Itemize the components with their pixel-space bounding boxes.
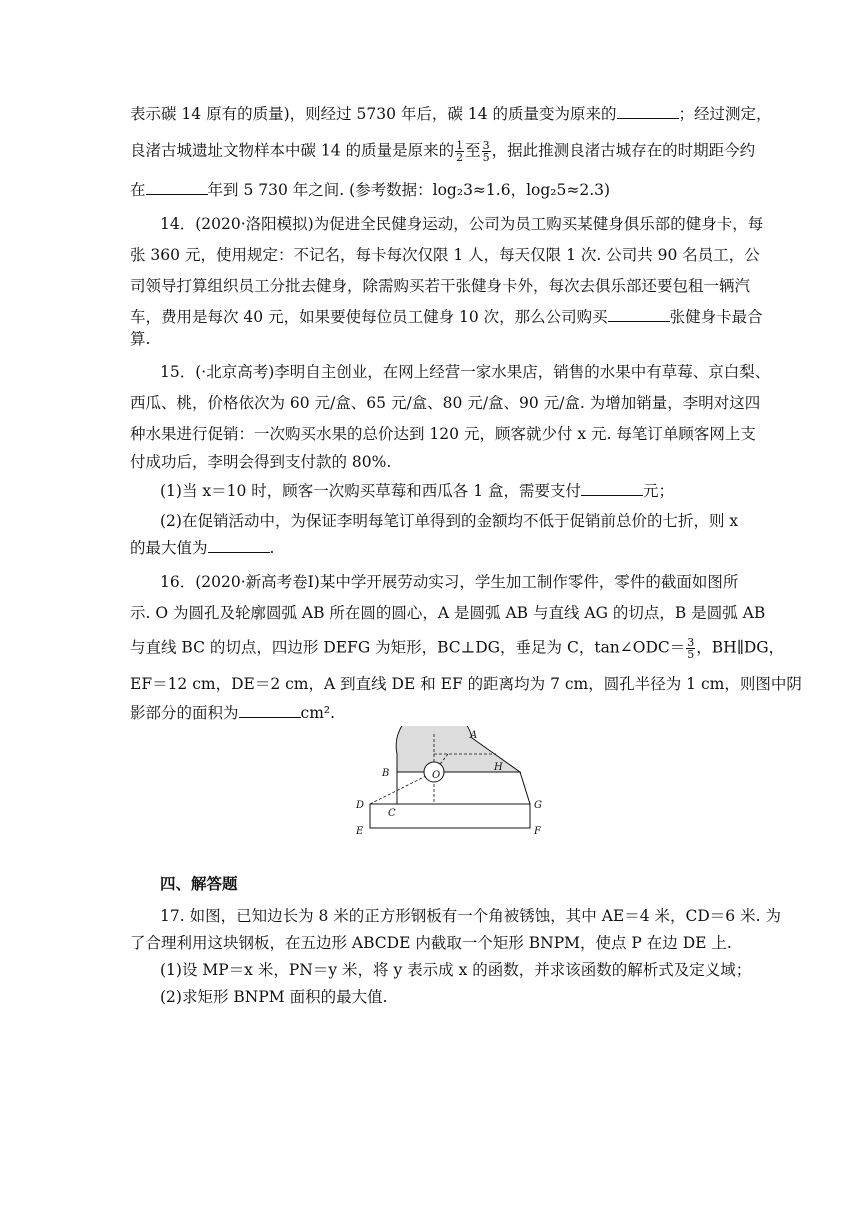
text: 四、解答题	[160, 874, 238, 893]
text: ，据此推测良渚古城存在的时期距今约	[491, 141, 756, 160]
text-line	[130, 245, 760, 265]
answer-blank	[146, 180, 208, 195]
text: 西瓜、桃，价格依次为 60 元/盒、65 元/盒、80 元/盒、90 元/盒. 为增加销量，李明对这四	[130, 394, 761, 412]
text: .	[269, 539, 275, 557]
text-line	[130, 393, 761, 413]
text: 至	[465, 141, 481, 160]
line-hg	[520, 772, 530, 804]
geometry-figure	[352, 726, 552, 846]
text: 了合理利用这块钢板，在五边形 ABCDE 内截取一个矩形 BNPM，使点 P 在边 DE 上.	[130, 934, 732, 952]
answer-blank	[608, 307, 670, 322]
text: 司领导打算组织员工分批去健身，除需购买若干张健身卡外，每次去俱乐部还要包租一辆汽	[130, 277, 751, 295]
text-line	[130, 452, 730, 472]
text: 16．(2020·新高考卷Ⅰ)某中学开展劳动实习，学生加工制作零件，零件的截面如图所	[160, 573, 739, 591]
text-line	[130, 933, 730, 953]
answer-blank	[581, 481, 643, 496]
text-line	[130, 424, 756, 444]
text-line	[130, 603, 766, 623]
text-line	[130, 276, 751, 296]
text: 示. O 为圆孔及轮廓圆弧 AB 所在圆的圆心，A 是圆弧 AB 与直线 AG 的切点，B 是圆弧 AB	[130, 604, 766, 622]
text: 张健身卡最合	[669, 308, 763, 326]
question-15	[160, 362, 771, 382]
text: cm².	[300, 704, 336, 722]
label-g: G	[534, 800, 542, 811]
text: ，BH∥DG，	[696, 638, 785, 657]
label-f: F	[534, 826, 541, 837]
answer-blank	[239, 703, 301, 718]
section-heading	[160, 874, 760, 894]
text-line	[130, 674, 802, 694]
text: 与直线 BC 的切点，四边形 DEFG 为矩形，BC⊥DG，垂足为 C，tan∠ODC＝	[130, 638, 686, 657]
question-14	[160, 214, 764, 234]
text: 17. 如图，已知边长为 8 米的正方形钢板有一个角被锈蚀，其中 AE＝4 米，CD＝6 米. 为	[160, 907, 781, 925]
label-a: A	[470, 730, 478, 741]
label-h: H	[494, 762, 503, 773]
fraction: $\frac{3}{5}$	[687, 636, 695, 661]
text: 在	[130, 181, 146, 199]
label-b: B	[382, 768, 390, 779]
label-o: O	[432, 770, 441, 781]
text: (2)在促销活动中，为保证李明每笔订单得到的金额均不低于促销前总价的七折，则 x	[160, 512, 739, 530]
text: (1)当 x＝10 时，顾客一次购买草莓和西瓜各 1 盒，需要支付	[160, 482, 581, 500]
question-15-part-1	[160, 481, 760, 501]
label-c: C	[388, 808, 396, 819]
answer-blank	[617, 104, 679, 119]
text: 元；	[643, 482, 675, 500]
text-line	[130, 104, 772, 124]
label-e: E	[356, 826, 364, 837]
question-17	[160, 906, 781, 926]
label-d: D	[356, 800, 365, 811]
dashed-do	[370, 772, 434, 804]
text-line	[130, 139, 756, 164]
text: 良渚古城遗址文物样本中碳 14 的质量是原来的	[130, 141, 455, 160]
text-line	[130, 180, 730, 200]
text: 种水果进行促销：一次购买水果的总价达到 120 元，顾客就少付 x 元. 每笔订单顾客网上支	[130, 425, 756, 443]
text: 表示碳 14 原有的质量)，则经过 5730 年后，碳 14 的质量变为原来的	[130, 105, 617, 123]
answer-blank	[208, 538, 270, 553]
question-17-part-1	[160, 960, 760, 980]
text: 影部分的面积为	[130, 704, 239, 722]
text-line	[130, 329, 730, 349]
fraction: $\frac{1}{2}$	[456, 139, 464, 164]
text-line	[130, 307, 763, 327]
text: 付成功后，李明会得到支付款的 80%.	[130, 453, 392, 471]
text: EF＝12 cm，DE＝2 cm，A 到直线 DE 和 EF 的距离均为 7 cm，圆孔半径为 1 cm，则图中阴	[130, 675, 802, 693]
text: ；经过测定，	[678, 105, 772, 123]
fraction: $\frac{3}{5}$	[482, 139, 490, 164]
text-line	[130, 703, 730, 723]
text: 14．(2020·洛阳模拟)为促进全民健身运动，公司为员工购买某健身俱乐部的健身卡，每	[160, 215, 764, 233]
text: 算.	[130, 330, 151, 348]
text: 车，费用是每次 40 元，如果要使每位员工健身 10 次，那么公司购买	[130, 308, 608, 326]
text: 张 360 元，使用规定：不记名，每卡每次仅限 1 人，每天仅限 1 次. 公司共 90 名员工，公	[130, 246, 760, 264]
text: 年到 5 730 年之间. (参考数据：log₂3≈1.6，log₂5≈2.3)	[207, 181, 611, 199]
text: 的最大值为	[130, 539, 208, 557]
text: (2)求矩形 BNPM 面积的最大值.	[160, 988, 388, 1006]
question-17-part-2	[160, 987, 760, 1007]
text-line	[130, 538, 730, 558]
question-15-part-2	[160, 511, 760, 531]
text-line	[130, 636, 785, 661]
text: 15．(·北京高考)李明自主创业，在网上经营一家水果店，销售的水果中有草莓、京白梨、	[160, 363, 771, 381]
question-16	[160, 572, 760, 592]
text: (1)设 MP＝x 米，PN＝y 米，将 y 表示成 x 的函数，并求该函数的解析式及定义域；	[160, 961, 752, 979]
